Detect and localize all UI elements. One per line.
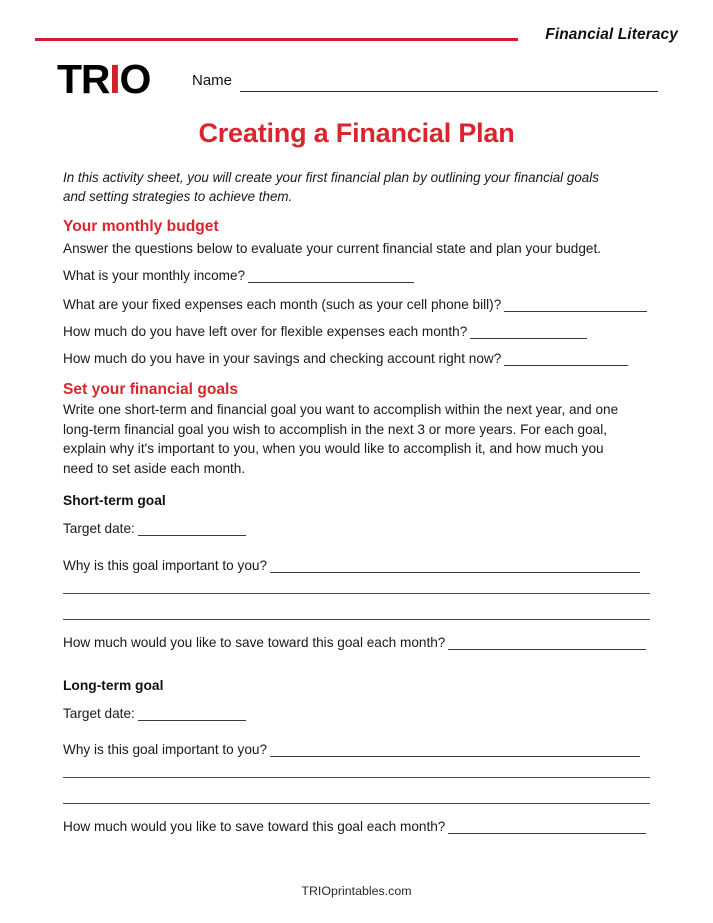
page-title: Creating a Financial Plan (198, 118, 515, 148)
trio-logo (57, 57, 185, 101)
field-label: How much would you like to save toward this goal each month? (63, 635, 448, 650)
answer-blank[interactable] (448, 819, 646, 834)
long-term-target-date[interactable] (63, 706, 246, 726)
short-term-why-line-2[interactable] (63, 592, 650, 594)
field-label: Why is this goal important to you? (63, 742, 270, 757)
long-term-why-line-2[interactable] (63, 776, 650, 778)
field-label: Target date: (63, 706, 138, 721)
field-label: Why is this goal important to you? (63, 558, 270, 573)
subheading-long-term-goal: Long-term goal (63, 678, 164, 693)
short-term-why-line-3[interactable] (63, 618, 650, 620)
answer-blank[interactable] (470, 324, 587, 339)
short-term-why-important[interactable] (63, 558, 640, 578)
footer-website: TRIOprintables.com (301, 884, 412, 898)
question-label: How much do you have in your savings and checking account right now? (63, 351, 504, 366)
answer-blank[interactable] (504, 297, 647, 312)
question-label: How much do you have left over for flexible expenses each month? (63, 324, 470, 339)
answer-blank[interactable] (448, 635, 646, 650)
name-field[interactable] (192, 72, 658, 94)
field-label: Target date: (63, 521, 138, 536)
short-term-monthly-saving[interactable] (63, 635, 646, 655)
answer-blank[interactable] (270, 742, 640, 757)
answer-blank[interactable] (138, 521, 246, 536)
subheading-short-term-goal: Short-term goal (63, 493, 166, 508)
logo-text-before: TR (57, 56, 110, 102)
question-monthly-income[interactable] (63, 268, 414, 288)
long-term-monthly-saving[interactable] (63, 819, 646, 839)
name-label: Name (192, 72, 233, 89)
goals-instruction: Write one short-term and financial goal you want to accomplish within the next year, and one long-term financial goal you wish to accomplish in the next 3 or more years. For each goal, explain why it's important to you, when you would like to accomplish it, and how much you need to set aside each month. (63, 402, 619, 476)
logo-text-after: O (119, 56, 151, 102)
question-fixed-expenses[interactable] (63, 297, 647, 317)
question-label: What is your monthly income? (63, 268, 248, 283)
header-red-rule (35, 38, 518, 41)
intro-paragraph: In this activity sheet, you will create your first financial plan by outlining your financial goals and setting strategies to achieve them. (63, 170, 599, 204)
question-savings-checking[interactable] (63, 351, 628, 371)
page-header (35, 26, 678, 56)
budget-instruction: Answer the questions below to evaluate your current financial state and plan your budget. (63, 241, 602, 256)
logo-highlight-letter: I (109, 56, 120, 102)
section-heading-budget: Your monthly budget (63, 218, 219, 235)
answer-blank[interactable] (504, 351, 628, 366)
name-input-line[interactable] (240, 91, 658, 92)
question-flexible-expenses[interactable] (63, 324, 587, 344)
long-term-why-important[interactable] (63, 742, 640, 762)
long-term-why-line-3[interactable] (63, 802, 650, 804)
answer-blank[interactable] (248, 268, 414, 283)
question-label: What are your fixed expenses each month (such as your cell phone bill)? (63, 297, 504, 312)
answer-blank[interactable] (270, 558, 640, 573)
subject-label: Financial Literacy (545, 26, 678, 43)
short-term-target-date[interactable] (63, 521, 246, 541)
answer-blank[interactable] (138, 706, 246, 721)
section-heading-goals: Set your financial goals (63, 381, 239, 398)
field-label: How much would you like to save toward this goal each month? (63, 819, 448, 834)
